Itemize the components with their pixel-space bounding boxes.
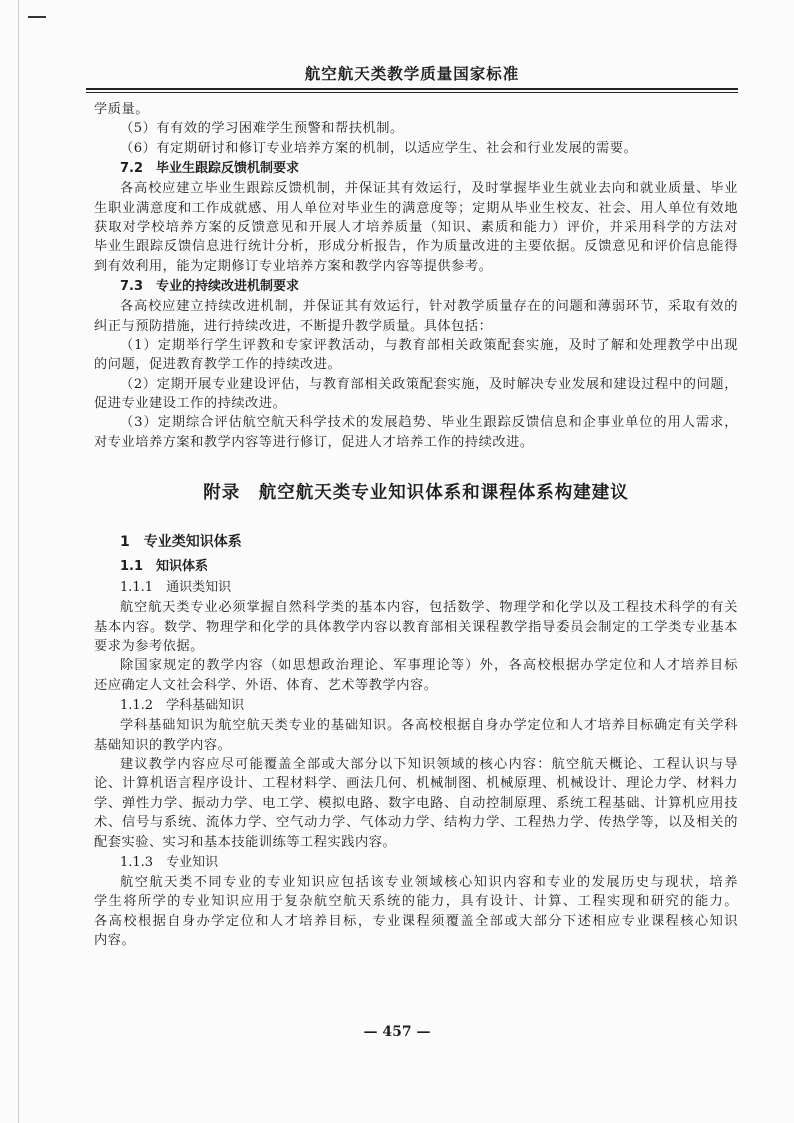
section-heading-1: 1 专业类知识体系 <box>120 534 242 551</box>
page-body <box>94 100 738 951</box>
paragraph-line: 要求为参考依据。 <box>94 639 204 655</box>
list-item: （1）定期举行学生评教和专家评教活动，与教育部相关政策配套实施，及时了解和处理教学中出现 <box>120 337 738 353</box>
paragraph-line: 基础知识的教学内容。 <box>94 737 232 753</box>
section-heading-1-1-1: 1.1.1 通识类知识 <box>120 580 232 596</box>
paragraph-line: 各高校应建立毕业生跟踪反馈机制，并保证其有效运行，及时掌握毕业生就业去向和就业质量、毕业 <box>120 181 738 197</box>
section-heading-1-1-3: 1.1.3 专业知识 <box>120 854 219 870</box>
page-number: — 457 — <box>363 1024 431 1040</box>
paragraph-line: 学质量。 <box>94 102 149 117</box>
paragraph-line: 到有效利用，能为定期修订专业培养方案和教学内容等提供参考。 <box>94 258 493 274</box>
paragraph-line: 毕业生跟踪反馈信息进行统计分析，形成分析报告，作为质量改进的主要依据。反馈意见和评价信息能得 <box>94 239 738 255</box>
corner-mark <box>28 16 46 18</box>
list-item: （2）定期开展专业建设评估，与教育部相关政策配套实施，及时解决专业发展和建设过程中的问题， <box>120 376 738 392</box>
paragraph-line: 学、弹性力学、振动力学、电工学、模拟电路、数字电路、自动控制原理、系统工程基础、计算机应用技 <box>94 795 738 811</box>
section-heading-1-1: 1.1 知识体系 <box>120 559 209 575</box>
paragraph-line: 航空航天类专业必须掌握自然科学类的基本内容，包括数学、物理学和化学以及工程技术科学的有关 <box>120 600 738 616</box>
section-heading-7-2: 7.2 毕业生跟踪反馈机制要求 <box>120 161 300 177</box>
list-item: （3）定期综合评估航空航天科学技术的发展趋势、毕业生跟踪反馈信息和企事业单位的用人需求， <box>120 415 738 431</box>
paragraph-line: 学科基础知识为航空航天类专业的基础知识。各高校根据自身办学定位和人才培养目标确定有关学科 <box>120 718 738 734</box>
list-item-continuation: 促进专业建设工作的持续改进。 <box>94 396 287 412</box>
paragraph-line: 生职业满意度和工作成就感、用人单位对毕业生的满意度等；定期从毕业生校友、社会、用人单位有效地 <box>94 200 738 216</box>
scan-edge <box>18 0 19 1123</box>
paragraph-line: 航空航天类不同专业的专业知识应包括该专业领域核心知识内容和专业的发展历史与现状，培养 <box>120 874 738 890</box>
paragraph-line: 配套实验、实习和基本技能训练等工程实践内容。 <box>94 834 397 850</box>
paragraph-line: 各高校根据自身办学定位和人才培养目标，专业课程须覆盖全部或大部分下述相应专业课程核心知识 <box>94 913 738 929</box>
paragraph-line: 学生将所学的专业知识应用于复杂航空航天系统的能力，具有设计、计算、工程实现和研究的能力。 <box>94 894 738 910</box>
paragraph-line: 获取对学校培养方案的反馈意见和开展人才培养质量（知识、素质和能力）评价，并采用科学的方法对 <box>94 219 738 235</box>
list-item: （6）有定期研讨和修订专业培养方案的机制，以适应学生、社会和行业发展的需要。 <box>120 140 638 156</box>
header-rule-thin <box>86 92 738 93</box>
section-heading-7-3: 7.3 专业的持续改进机制要求 <box>120 279 300 295</box>
list-item-continuation: 对专业培养方案和教学内容等进行修订，促进人才培养工作的持续改进。 <box>94 434 534 450</box>
paragraph-line: 纠正与预防措施，进行持续改进，不断提升教学质量。具体包括： <box>94 318 493 334</box>
header-rule <box>86 88 738 90</box>
list-item: （5）有有效的学习困难学生预警和帮扶机制。 <box>120 121 404 137</box>
list-item-continuation: 的问题，促进教育教学工作的持续改进。 <box>94 357 342 373</box>
paragraph-line: 基本内容。数学、物理学和化学的具体教学内容以教育部相关课程教学指导委员会制定的工学类专业基本 <box>94 619 738 635</box>
paragraph-line: 除国家规定的教学内容（如思想政治理论、军事理论等）外，各高校根据办学定位和人才培养目标 <box>120 658 738 674</box>
paragraph-line: 术、信号与系统、流体力学、空气动力学、气体动力学、结构力学、工程热力学、传热学等，以及相关的 <box>94 815 738 831</box>
appendix-title: 附录 航空航天类专业知识体系和课程体系构建建议 <box>203 483 629 504</box>
running-header: 航空航天类教学质量国家标准 <box>304 65 520 83</box>
paragraph-line: 还应确定人文社会科学、外语、体育、艺术等教学内容。 <box>94 677 438 693</box>
section-heading-1-1-2: 1.1.2 学科基础知识 <box>120 698 245 714</box>
paragraph-line: 建议教学内容应尽可能覆盖全部或大部分以下知识领域的核心内容：航空航天概论、工程认识与导 <box>120 756 738 772</box>
paragraph-line: 各高校应建立持续改进机制，并保证其有效运行，针对教学质量存在的问题和薄弱环节，采取有效的 <box>120 299 738 315</box>
paragraph-line: 论、计算机语言程序设计、工程材料学、画法几何、机械制图、机械原理、机械设计、理论力学、材料力 <box>94 776 738 792</box>
paragraph-line: 内容。 <box>94 933 136 949</box>
